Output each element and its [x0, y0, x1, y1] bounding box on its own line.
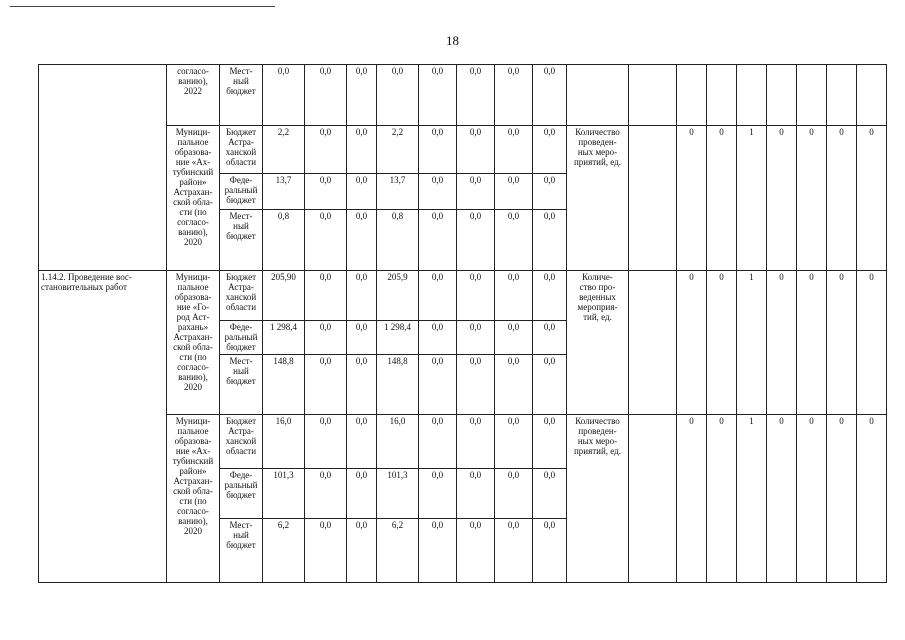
value-cell: 0,0 — [457, 174, 495, 210]
value-cell: 0,0 — [533, 126, 567, 174]
source-cell: Бюджет Астра- ханской области — [220, 271, 263, 321]
indicator-value: 0 — [767, 415, 797, 583]
value-cell: 0,0 — [495, 126, 533, 174]
value-cell: 0,0 — [495, 271, 533, 321]
value-cell: 2,2 — [377, 126, 419, 174]
activity-cell — [39, 65, 167, 271]
indicator-value — [629, 126, 677, 271]
executor-cell: Муници- пальное образова- ние «Ах- тубинский район» Астрахан- ской обла- сти (по согласо- ванию), 2020 — [167, 126, 220, 271]
value-cell: 0,0 — [419, 321, 457, 355]
value-cell: 0,0 — [347, 355, 377, 415]
value-cell: 0,0 — [347, 415, 377, 469]
indicator-value — [797, 65, 827, 126]
value-cell: 13,7 — [377, 174, 419, 210]
indicator-value: 0 — [797, 126, 827, 271]
indicator-value: 1 — [737, 271, 767, 415]
indicator-value: 0 — [677, 271, 707, 415]
value-cell: 0,0 — [305, 415, 347, 469]
value-cell: 0,0 — [347, 210, 377, 271]
indicator-value — [857, 65, 887, 126]
value-cell: 0,0 — [495, 210, 533, 271]
indicator-value — [629, 65, 677, 126]
table-row — [39, 271, 887, 321]
value-cell: 2,2 — [263, 126, 305, 174]
indicator-value — [707, 65, 737, 126]
table-row — [39, 126, 887, 174]
value-cell: 0,0 — [305, 174, 347, 210]
value-cell: 0,0 — [263, 65, 305, 126]
value-cell: 0,0 — [347, 174, 377, 210]
value-cell: 0,0 — [533, 210, 567, 271]
executor-cell: Муници- пальное образова- ние «Го- род Аст- рахань» Астрахан- ской обла- сти (по согласо- ванию), 2020 — [167, 271, 220, 415]
source-cell: Мест- ный бюджет — [220, 519, 263, 583]
value-cell: 6,2 — [377, 519, 419, 583]
value-cell: 0,0 — [495, 469, 533, 519]
executor-cell: Муници- пальное образова- ние «Ах- тубинский район» Астрахан- ской обла- сти (по согласо- ванию), 2020 — [167, 415, 220, 583]
value-cell: 0,0 — [457, 469, 495, 519]
indicator-value: 0 — [827, 126, 857, 271]
value-cell: 0,0 — [347, 126, 377, 174]
activity-cell: 1.14.2. Проведение вос- становительных работ — [39, 271, 167, 583]
value-cell: 0,0 — [305, 355, 347, 415]
indicator-value: 0 — [857, 126, 887, 271]
value-cell: 0,0 — [347, 469, 377, 519]
value-cell: 0,0 — [495, 65, 533, 126]
value-cell: 0,0 — [305, 126, 347, 174]
value-cell: 0,0 — [495, 174, 533, 210]
value-cell: 0,0 — [457, 126, 495, 174]
value-cell: 0,0 — [419, 355, 457, 415]
indicator-value: 0 — [767, 271, 797, 415]
program-table — [38, 64, 887, 583]
indicator-value: 0 — [677, 126, 707, 271]
value-cell: 0,0 — [533, 355, 567, 415]
value-cell: 0,0 — [457, 65, 495, 126]
value-cell: 0,0 — [419, 469, 457, 519]
table-row — [39, 415, 887, 469]
indicator-value: 0 — [797, 271, 827, 415]
value-cell: 0,0 — [533, 519, 567, 583]
value-cell: 0,0 — [495, 355, 533, 415]
value-cell: 0,0 — [347, 271, 377, 321]
source-cell: Феде- ральный бюджет — [220, 321, 263, 355]
indicator-value: 1 — [737, 415, 767, 583]
value-cell: 0,0 — [419, 415, 457, 469]
value-cell: 0,0 — [347, 321, 377, 355]
source-cell: Мест- ный бюджет — [220, 210, 263, 271]
indicator-value: 0 — [677, 415, 707, 583]
value-cell: 0,0 — [347, 519, 377, 583]
value-cell: 0,0 — [377, 65, 419, 126]
value-cell: 205,90 — [263, 271, 305, 321]
value-cell: 0,0 — [419, 519, 457, 583]
value-cell: 0,0 — [495, 519, 533, 583]
table-row — [39, 65, 887, 126]
indicator-cell: Количество проведен- ных меро- приятий, ед. — [567, 126, 629, 271]
indicator-value: 0 — [857, 271, 887, 415]
value-cell: 0,8 — [377, 210, 419, 271]
value-cell: 0,0 — [533, 271, 567, 321]
value-cell: 0,0 — [533, 415, 567, 469]
source-cell: Мест- ный бюджет — [220, 65, 263, 126]
top-rule — [10, 6, 275, 7]
value-cell: 0,8 — [263, 210, 305, 271]
indicator-cell: Количество проведен- ных меро- приятий, ед. — [567, 415, 629, 583]
indicator-value — [827, 65, 857, 126]
executor-cell: согласо- ванию), 2022 — [167, 65, 220, 126]
indicator-value — [629, 271, 677, 415]
value-cell: 148,8 — [263, 355, 305, 415]
value-cell: 0,0 — [533, 469, 567, 519]
source-cell: Феде- ральный бюджет — [220, 469, 263, 519]
value-cell: 1 298,4 — [263, 321, 305, 355]
value-cell: 16,0 — [377, 415, 419, 469]
indicator-value: 0 — [767, 126, 797, 271]
value-cell: 0,0 — [419, 210, 457, 271]
page-number: 18 — [446, 33, 459, 48]
value-cell: 16,0 — [263, 415, 305, 469]
value-cell: 0,0 — [305, 469, 347, 519]
indicator-value: 0 — [797, 415, 827, 583]
value-cell: 0,0 — [419, 126, 457, 174]
value-cell: 0,0 — [495, 321, 533, 355]
value-cell: 101,3 — [377, 469, 419, 519]
indicator-value: 0 — [827, 271, 857, 415]
source-cell: Мест- ный бюджет — [220, 355, 263, 415]
indicator-value: 1 — [737, 126, 767, 271]
value-cell: 0,0 — [457, 519, 495, 583]
value-cell: 13,7 — [263, 174, 305, 210]
value-cell: 0,0 — [533, 321, 567, 355]
value-cell: 205,9 — [377, 271, 419, 321]
value-cell: 0,0 — [419, 271, 457, 321]
source-cell: Бюджет Астра- ханской области — [220, 415, 263, 469]
value-cell: 0,0 — [457, 321, 495, 355]
indicator-value: 0 — [827, 415, 857, 583]
value-cell: 0,0 — [419, 174, 457, 210]
value-cell: 148,8 — [377, 355, 419, 415]
value-cell: 0,0 — [305, 210, 347, 271]
indicator-value — [737, 65, 767, 126]
value-cell: 0,0 — [533, 174, 567, 210]
source-cell: Феде- ральный бюджет — [220, 174, 263, 210]
value-cell: 0,0 — [457, 355, 495, 415]
indicator-value — [629, 415, 677, 583]
value-cell: 0,0 — [305, 519, 347, 583]
value-cell: 0,0 — [347, 65, 377, 126]
indicator-value: 0 — [857, 415, 887, 583]
value-cell: 101,3 — [263, 469, 305, 519]
indicator-value: 0 — [707, 126, 737, 271]
value-cell: 0,0 — [305, 321, 347, 355]
source-cell: Бюджет Астра- ханской области — [220, 126, 263, 174]
indicator-value — [677, 65, 707, 126]
value-cell: 0,0 — [419, 65, 457, 126]
value-cell: 0,0 — [305, 271, 347, 321]
indicator-cell — [567, 65, 629, 126]
value-cell: 6,2 — [263, 519, 305, 583]
value-cell: 0,0 — [457, 271, 495, 321]
indicator-value: 0 — [707, 271, 737, 415]
indicator-cell: Количе- ство про- веденных мероприя- тий, ед. — [567, 271, 629, 415]
value-cell: 0,0 — [305, 65, 347, 126]
value-cell: 0,0 — [457, 415, 495, 469]
value-cell: 0,0 — [533, 65, 567, 126]
indicator-value: 0 — [707, 415, 737, 583]
value-cell: 1 298,4 — [377, 321, 419, 355]
indicator-value — [767, 65, 797, 126]
value-cell: 0,0 — [457, 210, 495, 271]
value-cell: 0,0 — [495, 415, 533, 469]
